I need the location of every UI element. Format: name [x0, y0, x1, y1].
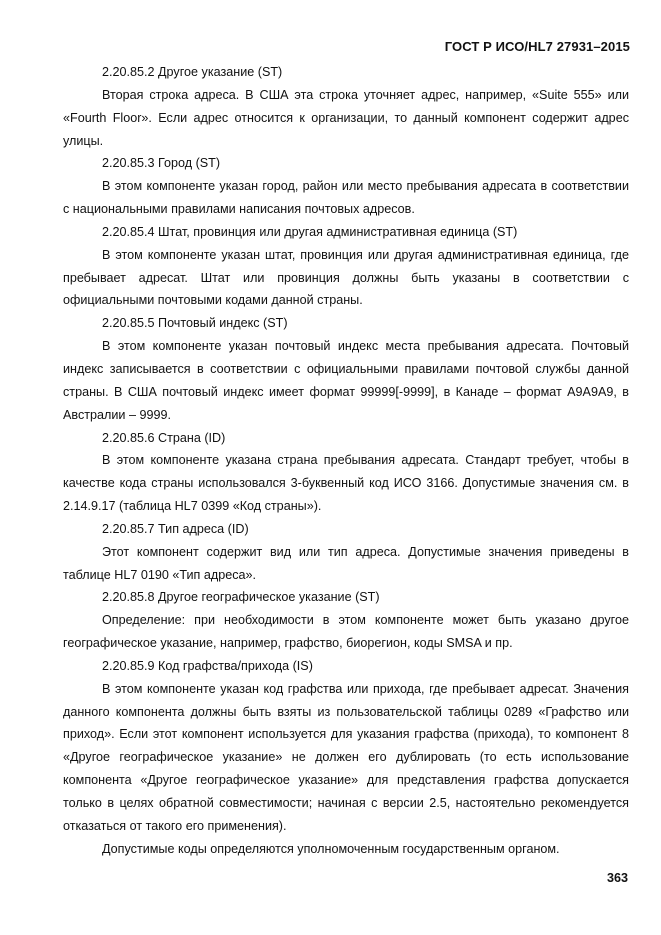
section-2-20-85-7 [63, 518, 629, 587]
section-paragraph: Допустимые коды определяются уполномоченным государственным органом. [102, 841, 560, 856]
section-2-20-85-2 [63, 61, 629, 152]
section-heading: 2.20.85.4 Штат, провинция или другая административная единица (ST) [102, 224, 518, 239]
section-heading: 2.20.85.5 Почтовый индекс (ST) [102, 316, 288, 331]
section-heading: 2.20.85.3 Город (ST) [102, 156, 221, 171]
section-2-20-85-3 [63, 152, 629, 221]
document-body [63, 61, 629, 861]
section-2-20-85-4 [63, 221, 629, 312]
document-header: ГОСТ Р ИСО/HL7 27931–2015 [444, 39, 630, 54]
section-heading: 2.20.85.7 Тип адреса (ID) [102, 521, 249, 536]
section-heading: 2.20.85.8 Другое географическое указание (ST) [102, 590, 380, 605]
section-heading: 2.20.85.2 Другое указание (ST) [102, 65, 283, 79]
section-paragraph: Вторая строка адреса. В США эта строка уточняет адрес, например, «Suite 555» или «Fourth Floor». Если адрес относится к организации, то данный компонент содержит адрес улицы. [63, 87, 629, 148]
page-number: 363 [606, 871, 628, 885]
section-2-20-85-5 [63, 312, 629, 426]
section-2-20-85-6 [63, 427, 629, 518]
section-paragraph: Определение: при необходимости в этом компоненте может быть указано другое географическое указание, например, графство, биорегион, коды SMSA и пр. [63, 613, 629, 651]
section-heading: 2.20.85.6 Страна (ID) [102, 430, 226, 445]
section-paragraph: В этом компоненте указан штат, провинция или другая административная единица, где пребывает адресат. Штат или провинция должны быть указаны в соответствии с официальными почтовыми кодами данной страны. [63, 247, 629, 308]
section-paragraph: В этом компоненте указана страна пребывания адресата. Стандарт требует, чтобы в качестве кода страны использовался 3-буквенный код ИСО 3166. Допустимые значения см. в 2.14.9.17 (таблица HL7 0399 «Код страны»). [63, 453, 629, 514]
section-paragraph: В этом компоненте указан код графства или прихода, где пребывает адресат. Значения данного компонента должны быть взяты из пользовательской таблицы 0289 «Графство или приход». Если этот компонент используется для указания графства (прихода), то компонент 8 «Другое географическое указание» не должен его дублировать (то есть использование компонента «Другое географическое указание» для представления графства допускается только в целях обратной совместимости; начиная с версии 2.5, настоятельно рекомендуется отказаться от такого его применения). [63, 681, 629, 833]
section-paragraph: В этом компоненте указан почтовый индекс места пребывания адресата. Почтовый индекс записывается в соответствии с официальными правилами почтовой службы данной страны. В США почтовый индекс имеет формат 99999[-9999], в Канаде – формат A9A9A9, в Австралии – 9999. [63, 339, 629, 422]
section-2-20-85-8 [63, 586, 629, 655]
section-heading: 2.20.85.9 Код графства/прихода (IS) [102, 658, 313, 673]
section-paragraph: В этом компоненте указан город, район или место пребывания адресата в соответствии с национальными правилами написания почтовых адресов. [63, 179, 629, 217]
section-2-20-85-9 [63, 655, 629, 861]
section-paragraph: Этот компонент содержит вид или тип адреса. Допустимые значения приведены в таблице HL7 0190 «Тип адреса». [63, 544, 629, 582]
